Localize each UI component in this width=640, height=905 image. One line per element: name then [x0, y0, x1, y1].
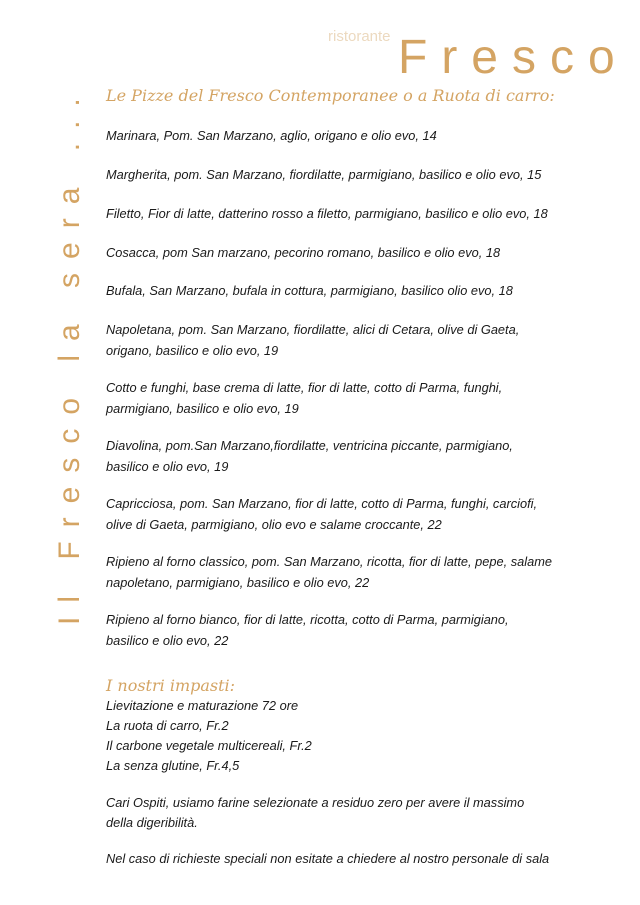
footer-note: Nel caso di richieste speciali non esitate a chiedere al nostro personale di sala — [106, 851, 550, 866]
menu-item-line: Diavolina, pom.San Marzano,fiordilatte, ventricina piccante, parmigiano, — [106, 438, 513, 453]
menu-item-line: basilico e olio evo, 19 — [106, 459, 229, 474]
menu-item-line: Cotto e funghi, base crema di latte, fior di latte, cotto di Parma, funghi, — [106, 380, 503, 395]
menu-item-line: olive di Gaeta, parmigiano, olio evo e salame croccante, 22 — [106, 517, 442, 532]
side-text: Il Fresco la sera ... — [53, 84, 86, 625]
dough-item: Lievitazione e maturazione 72 ore — [106, 698, 299, 713]
menu-item-line: Cosacca, pom San marzano, pecorino romano, basilico e olio evo, 18 — [106, 245, 501, 260]
menu-item-line: Marinara, Pom. San Marzano, aglio, origano e olio evo, 14 — [106, 128, 437, 143]
dough-heading: I nostri impasti: — [106, 676, 236, 695]
menu-item-line: Margherita, pom. San Marzano, fiordilatte, parmigiano, basilico e olio evo, 15 — [106, 167, 542, 182]
menu-item-line: Capricciosa, pom. San Marzano, fior di latte, cotto di Parma, funghi, carciofi, — [106, 496, 538, 511]
brand-prefix: ristorante — [328, 28, 391, 45]
menu-item-line: Ripieno al forno bianco, fior di latte, ricotta, cotto di Parma, parmigiano, — [106, 612, 509, 627]
pizza-heading: Le Pizze del Fresco Contemporanee o a Ruota di carro: — [106, 86, 555, 105]
note-line: Cari Ospiti, usiamo farine selezionate a residuo zero per avere il massimo — [106, 795, 525, 810]
brand-name: Fresco — [398, 31, 629, 84]
menu-item-line: origano, basilico e olio evo, 19 — [106, 343, 279, 358]
menu-item-line: Filetto, Fior di latte, datterino rosso a filetto, parmigiano, basilico e olio evo, 18 — [106, 206, 548, 221]
menu-item-line: parmigiano, basilico e olio evo, 19 — [106, 401, 299, 416]
dough-item: La ruota di carro, Fr.2 — [106, 718, 229, 733]
menu-item-line: Napoletana, pom. San Marzano, fiordilatte, alici di Cetara, olive di Gaeta, — [106, 322, 520, 337]
dough-item: Il carbone vegetale multicereali, Fr.2 — [106, 738, 312, 753]
menu-item-line: basilico e olio evo, 22 — [106, 633, 229, 648]
menu-item-line: Bufala, San Marzano, bufala in cottura, parmigiano, basilico olio evo, 18 — [106, 283, 513, 298]
note-line: della digeribilità. — [106, 815, 198, 830]
dough-item: La senza glutine, Fr.4,5 — [106, 758, 240, 773]
menu-item-line: Ripieno al forno classico, pom. San Marzano, ricotta, fior di latte, pepe, salame — [106, 554, 552, 569]
menu-item-line: napoletano, parmigiano, basilico e olio evo, 22 — [106, 575, 370, 590]
